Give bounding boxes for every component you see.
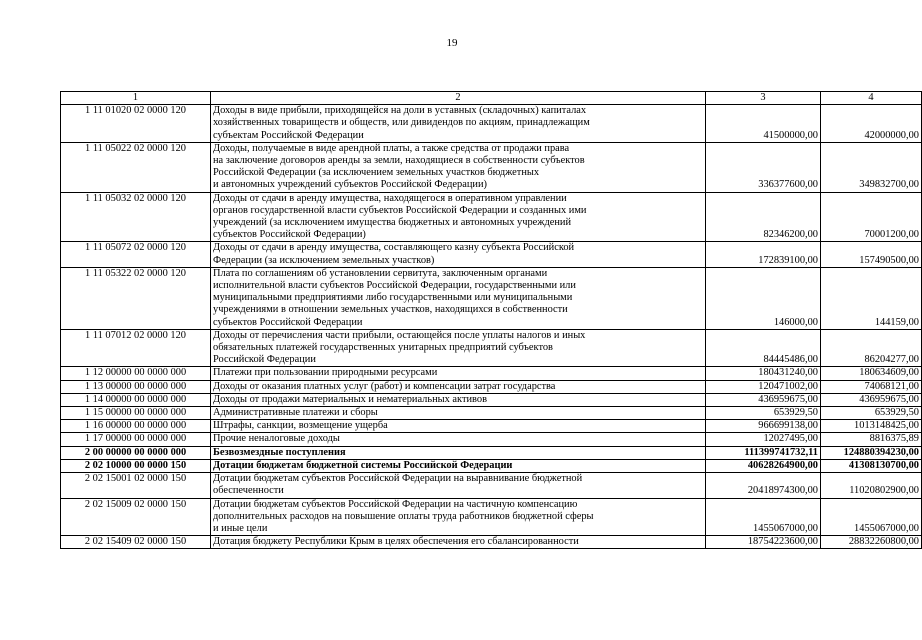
- budget-code-cell: 1 17 00000 00 0000 000: [61, 433, 211, 446]
- amount-col4-cell: 11020802900,00: [821, 473, 922, 498]
- budget-code-cell: 2 02 10000 00 0000 150: [61, 459, 211, 472]
- revenue-name-line: Доходы от оказания платных услуг (работ) и компенсации затрат государства: [213, 380, 556, 392]
- amount-col3-cell: 20418974300,00: [706, 473, 821, 498]
- budget-code-cell: 1 12 00000 00 0000 000: [61, 367, 211, 380]
- revenue-name-line: Доходы, получаемые в виде арендной платы, а также средства от продажи права: [213, 142, 570, 154]
- table-row: [61, 393, 922, 406]
- revenue-name-line: Плата по соглашениям об установлении сервитута, заключенным органами: [213, 267, 548, 279]
- revenue-name-cell: [211, 498, 706, 536]
- revenue-name-line: Административные платежи и сборы: [213, 407, 378, 419]
- table-row: [61, 459, 922, 472]
- amount-col4-cell: 8816375,89: [821, 433, 922, 446]
- amount-col4-cell: 1013148425,00: [821, 420, 922, 433]
- revenue-name-cell: [211, 105, 706, 143]
- budget-code-cell: 1 11 05072 02 0000 120: [61, 242, 211, 267]
- amount-col3-cell: 82346200,00: [706, 192, 821, 242]
- revenue-name-line: обеспеченности: [213, 485, 284, 497]
- budget-code-cell: 1 11 05322 02 0000 120: [61, 267, 211, 329]
- amount-col3-cell: 436959675,00: [706, 393, 821, 406]
- revenue-name-line: Федерации (за исключением земельных участков): [213, 254, 435, 266]
- amount-col4-cell: 653929,50: [821, 407, 922, 420]
- revenue-name-cell: [211, 420, 706, 433]
- table-header-row: [61, 92, 922, 105]
- budget-code-cell: 2 02 15001 02 0000 150: [61, 473, 211, 498]
- revenue-name-cell: [211, 242, 706, 267]
- revenue-table: [60, 91, 922, 549]
- table-row: [61, 329, 922, 367]
- column-header-3: 3: [706, 92, 821, 105]
- table-row: [61, 473, 922, 498]
- revenue-name-line: Дотации бюджетам субъектов Российской Федерации на выравнивание бюджетной: [213, 473, 583, 485]
- revenue-name-line: учреждениями в отношении земельных участков, находящихся в собственности: [213, 304, 568, 316]
- table-row: [61, 420, 922, 433]
- revenue-name-line: учреждений (за исключением имущества бюджетных и автономных учреждений: [213, 217, 572, 229]
- table-row: [61, 498, 922, 536]
- budget-code-cell: 1 14 00000 00 0000 000: [61, 393, 211, 406]
- revenue-name-line: и иные цели: [213, 522, 268, 534]
- amount-col4-cell: 349832700,00: [821, 142, 922, 192]
- revenue-name-line: Безвозмездные поступления: [213, 446, 346, 458]
- revenue-name-line: Дотация бюджету Республики Крым в целях обеспечения его сбалансированности: [213, 536, 579, 548]
- revenue-name-line: Доходы от продажи материальных и нематериальных активов: [213, 393, 487, 405]
- amount-col3-cell: 84445486,00: [706, 329, 821, 367]
- revenue-name-line: Российской Федерации: [213, 354, 316, 366]
- revenue-name-line: Платежи при пользовании природными ресурсами: [213, 367, 438, 379]
- table-row: [61, 433, 922, 446]
- budget-code-cell: 1 13 00000 00 0000 000: [61, 380, 211, 393]
- table-row: [61, 105, 922, 143]
- column-header-1: 1: [61, 92, 211, 105]
- table-row: [61, 367, 922, 380]
- amount-col4-cell: 157490500,00: [821, 242, 922, 267]
- table-row: [61, 142, 922, 192]
- amount-col4-cell: 28832260800,00: [821, 536, 922, 549]
- revenue-name-line: и автономных учреждений субъектов Российской Федерации): [213, 179, 487, 191]
- revenue-name-cell: [211, 536, 706, 549]
- table-row: [61, 380, 922, 393]
- amount-col4-cell: 42000000,00: [821, 105, 922, 143]
- amount-col3-cell: 12027495,00: [706, 433, 821, 446]
- budget-code-cell: 1 11 05022 02 0000 120: [61, 142, 211, 192]
- revenue-name-line: Дотации бюджетам субъектов Российской Федерации на частичную компенсацию: [213, 498, 578, 510]
- table-row: [61, 407, 922, 420]
- amount-col3-cell: 653929,50: [706, 407, 821, 420]
- revenue-name-line: Доходы от сдачи в аренду имущества, находящегося в оперативном управлении: [213, 192, 567, 204]
- revenue-name-cell: [211, 459, 706, 472]
- amount-col3-cell: 120471002,00: [706, 380, 821, 393]
- revenue-name-cell: [211, 446, 706, 459]
- revenue-name-line: Доходы от перечисления части прибыли, остающейся после уплаты налогов и иных: [213, 329, 586, 341]
- column-header-2: 2: [211, 92, 706, 105]
- amount-col3-cell: 40628264900,00: [706, 459, 821, 472]
- revenue-name-line: Дотации бюджетам бюджетной системы Российской Федерации: [213, 459, 513, 471]
- revenue-name-line: Прочие неналоговые доходы: [213, 433, 340, 445]
- amount-col3-cell: 180431240,00: [706, 367, 821, 380]
- budget-code-cell: 1 15 00000 00 0000 000: [61, 407, 211, 420]
- table-row: [61, 242, 922, 267]
- budget-code-cell: 1 11 05032 02 0000 120: [61, 192, 211, 242]
- amount-col3-cell: 146000,00: [706, 267, 821, 329]
- revenue-name-line: хозяйственных товариществ и обществ, или дивидендов по акциям, принадлежащим: [213, 117, 590, 129]
- revenue-name-cell: [211, 192, 706, 242]
- amount-col3-cell: 1455067000,00: [706, 498, 821, 536]
- revenue-name-line: субъектам Российской Федерации: [213, 129, 364, 141]
- table-row: [61, 267, 922, 329]
- revenue-name-cell: [211, 380, 706, 393]
- revenue-name-cell: [211, 267, 706, 329]
- table-row: [61, 536, 922, 549]
- amount-col4-cell: 1455067000,00: [821, 498, 922, 536]
- amount-col4-cell: 436959675,00: [821, 393, 922, 406]
- amount-col4-cell: 41308130700,00: [821, 459, 922, 472]
- budget-code-cell: 2 00 00000 00 0000 000: [61, 446, 211, 459]
- revenue-name-line: исполнительной власти субъектов Российской Федерации, государственными или: [213, 280, 576, 292]
- revenue-name-line: Российской Федерации (за исключением земельных участков бюджетных: [213, 167, 540, 179]
- amount-col3-cell: 111399741732,11: [706, 446, 821, 459]
- table-row: [61, 192, 922, 242]
- revenue-name-line: Доходы в виде прибыли, приходящейся на доли в уставных (складочных) капиталах: [213, 105, 587, 117]
- amount-col4-cell: 144159,00: [821, 267, 922, 329]
- budget-code-cell: 2 02 15009 02 0000 150: [61, 498, 211, 536]
- amount-col3-cell: 18754223600,00: [706, 536, 821, 549]
- revenue-name-cell: [211, 329, 706, 367]
- amount-col3-cell: 966699138,00: [706, 420, 821, 433]
- revenue-name-line: муниципальными предприятиями либо государственными или муниципальными: [213, 292, 573, 304]
- amount-col4-cell: 86204277,00: [821, 329, 922, 367]
- revenue-name-cell: [211, 473, 706, 498]
- amount-col3-cell: 41500000,00: [706, 105, 821, 143]
- budget-code-cell: 2 02 15409 02 0000 150: [61, 536, 211, 549]
- budget-code-cell: 1 16 00000 00 0000 000: [61, 420, 211, 433]
- revenue-name-cell: [211, 367, 706, 380]
- amount-col3-cell: 336377600,00: [706, 142, 821, 192]
- amount-col4-cell: 124880394230,00: [821, 446, 922, 459]
- budget-code-cell: 1 11 07012 02 0000 120: [61, 329, 211, 367]
- revenue-name-cell: [211, 433, 706, 446]
- revenue-name-cell: [211, 393, 706, 406]
- page-number: 19: [446, 37, 458, 49]
- revenue-name-line: субъектов Российской Федерации: [213, 316, 363, 328]
- amount-col3-cell: 172839100,00: [706, 242, 821, 267]
- table-row: [61, 446, 922, 459]
- revenue-name-cell: [211, 142, 706, 192]
- budget-code-cell: 1 11 01020 02 0000 120: [61, 105, 211, 143]
- amount-col4-cell: 180634609,00: [821, 367, 922, 380]
- revenue-name-line: дополнительных расходов на повышение оплаты труда работников бюджетной сферы: [213, 510, 594, 522]
- amount-col4-cell: 74068121,00: [821, 380, 922, 393]
- revenue-name-line: на заключение договоров аренды за земли, находящиеся в собственности субъектов: [213, 155, 585, 167]
- revenue-name-line: Штрафы, санкции, возмещение ущерба: [213, 420, 388, 432]
- amount-col4-cell: 70001200,00: [821, 192, 922, 242]
- revenue-name-line: обязательных платежей государственных унитарных предприятий субъектов: [213, 342, 553, 354]
- revenue-name-line: субъектов Российской Федерации): [213, 229, 366, 241]
- revenue-name-line: Доходы от сдачи в аренду имущества, составляющего казну субъекта Российской: [213, 242, 575, 254]
- column-header-4: 4: [821, 92, 922, 105]
- revenue-name-cell: [211, 407, 706, 420]
- revenue-name-line: органов государственной власти субъектов Российской Федерации и созданных ими: [213, 204, 587, 216]
